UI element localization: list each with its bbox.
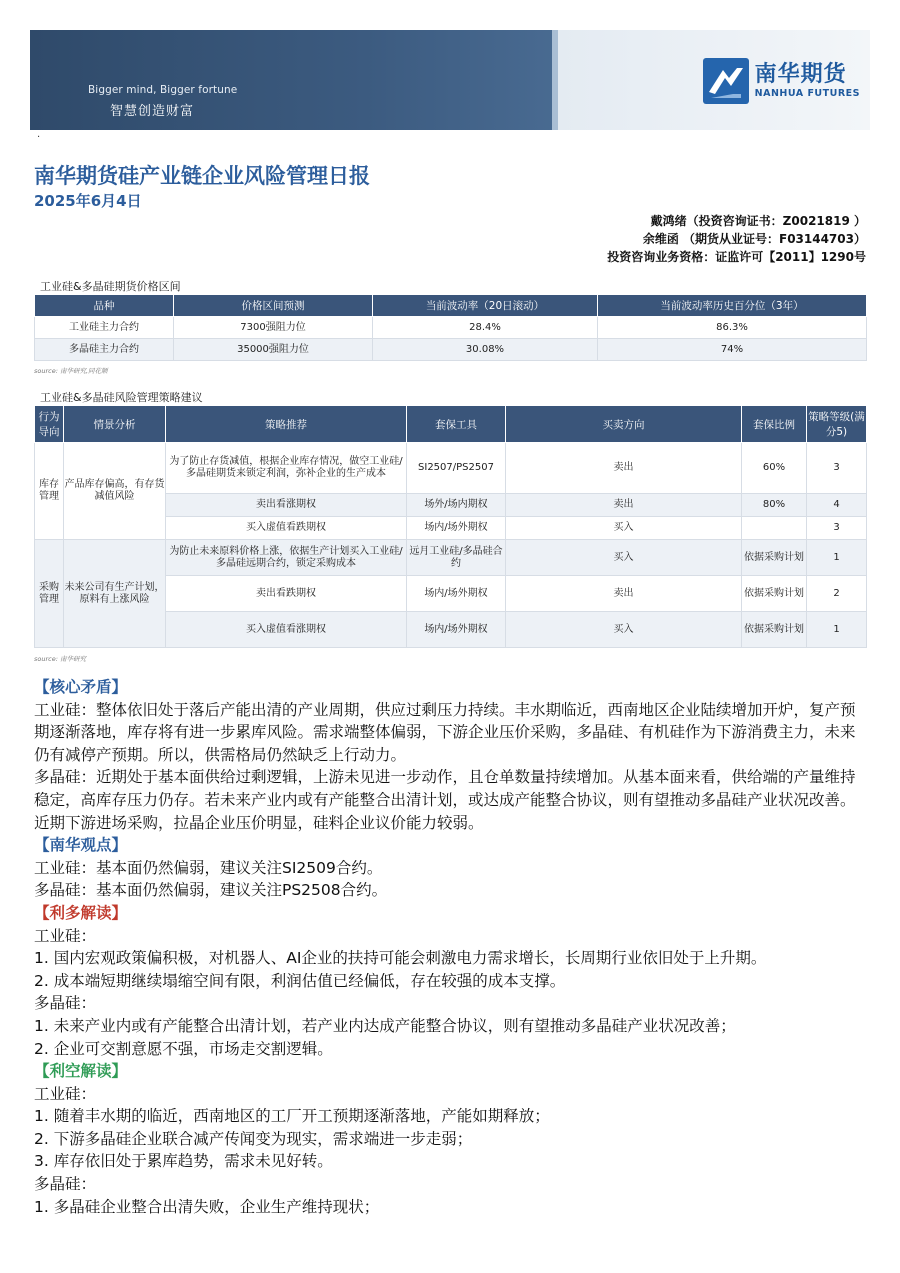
column-header: 情景分析 bbox=[64, 406, 166, 443]
level-cell: 4 bbox=[807, 494, 867, 517]
slogan-chinese: 智慧创造财富 bbox=[110, 104, 195, 119]
table-header-row bbox=[35, 406, 867, 443]
table-row bbox=[35, 339, 867, 361]
author-line: 戴鸿绪（投资咨询证书：Z0021819 ） bbox=[650, 214, 866, 228]
subheading: 多晶硅： bbox=[34, 1175, 97, 1194]
level-cell: 3 bbox=[807, 517, 867, 540]
tool-cell: 场内/场外期权 bbox=[407, 612, 506, 648]
list-item: 3. 库存依旧处于累库趋势，需求未见好转。 bbox=[34, 1152, 333, 1171]
subheading: 工业硅： bbox=[34, 1084, 97, 1103]
direction-cell: 卖出 bbox=[506, 443, 742, 494]
paragraph: 工业硅：基本面仍然偏弱，建议关注SI2509合约。 bbox=[34, 858, 383, 877]
table-cell: 30.08% bbox=[373, 339, 598, 361]
column-header: 套保比例 bbox=[742, 406, 807, 443]
table2-source: source: 南华研究 bbox=[34, 655, 86, 663]
table-cell: 7300强阻力位 bbox=[174, 317, 373, 339]
table-cell: 35000强阻力位 bbox=[174, 339, 373, 361]
report-body bbox=[34, 676, 870, 1218]
list-item: 1. 国内宏观政策偏积极，对机器人、AI企业的扶持可能会刺激电力需求增长，长周期行业依旧处于上升期。 bbox=[34, 949, 767, 968]
license-line: 投资咨询业务资格：证监许可【2011】1290号 bbox=[607, 250, 866, 264]
level-cell: 3 bbox=[807, 443, 867, 494]
list-item: 2. 企业可交割意愿不强，市场走交割逻辑。 bbox=[34, 1039, 333, 1058]
behavior-cell: 采购管理 bbox=[35, 540, 64, 648]
table1-caption: 工业硅&多晶硅期货价格区间 bbox=[40, 280, 181, 293]
column-header: 当前波动率历史百分位（3年） bbox=[598, 295, 867, 317]
tool-cell: 场外/场内期权 bbox=[407, 494, 506, 517]
logo-chinese-name: 南华期货 bbox=[754, 62, 847, 87]
ratio-cell: 60% bbox=[742, 443, 807, 494]
paragraph: 多晶硅：基本面仍然偏弱，建议关注PS2508合约。 bbox=[34, 881, 388, 900]
list-item: 2. 下游多晶硅企业联合减产传闻变为现实，需求端进一步走弱； bbox=[34, 1129, 473, 1148]
table-header-row bbox=[35, 295, 867, 317]
column-header: 策略推荐 bbox=[166, 406, 407, 443]
table-cell: 86.3% bbox=[598, 317, 867, 339]
strategy-cell: 买入虚值看跌期权 bbox=[166, 517, 407, 540]
ratio-cell: 依据采购计划 bbox=[742, 540, 807, 576]
column-header: 行为导向 bbox=[35, 406, 64, 443]
table-cell: 工业硅主力合约 bbox=[35, 317, 174, 339]
strategy-cell: 卖出看跌期权 bbox=[166, 576, 407, 612]
ratio-cell: 80% bbox=[742, 494, 807, 517]
section-heading-bullish: 【利多解读】 bbox=[34, 903, 128, 922]
author-line: 余维函 （期货从业证号：F03144703） bbox=[642, 232, 866, 246]
ratio-cell bbox=[742, 517, 807, 540]
column-header: 当前波动率（20日滚动） bbox=[373, 295, 598, 317]
level-cell: 1 bbox=[807, 612, 867, 648]
report-title: 南华期货硅产业链企业风险管理日报 bbox=[34, 164, 370, 188]
price-range-table bbox=[34, 294, 867, 361]
bullet-dot: · bbox=[37, 132, 41, 143]
logo-english-name: NANHUA FUTURES bbox=[754, 88, 860, 99]
table-row bbox=[35, 540, 867, 576]
direction-cell: 卖出 bbox=[506, 576, 742, 612]
paragraph: 工业硅：整体依旧处于落后产能出清的产业周期，供应过剩压力持续。丰水期临近，西南地区企业陆续增加开炉，复产预期逐渐落地，库存将有进一步累库风险。需求端整体偏弱，下游企业压价采购，多晶硅、有机硅作为下游消费主力，未来仍有减停产预期。所以，供需格局仍然缺乏上行动力。 bbox=[34, 700, 856, 764]
direction-cell: 卖出 bbox=[506, 494, 742, 517]
tool-cell: 场内/场外期权 bbox=[407, 576, 506, 612]
scenario-cell: 未来公司有生产计划，原料有上涨风险 bbox=[64, 540, 166, 648]
ratio-cell: 依据采购计划 bbox=[742, 612, 807, 648]
strategy-cell: 卖出看涨期权 bbox=[166, 494, 407, 517]
list-item: 1. 随着丰水期的临近，西南地区的工厂开工预期逐渐落地，产能如期释放； bbox=[34, 1107, 550, 1126]
direction-cell: 买入 bbox=[506, 517, 742, 540]
level-cell: 2 bbox=[807, 576, 867, 612]
author-block bbox=[607, 212, 866, 266]
section-heading-bearish: 【利空解读】 bbox=[34, 1062, 128, 1081]
strategy-cell: 买入虚值看涨期权 bbox=[166, 612, 407, 648]
table-cell: 28.4% bbox=[373, 317, 598, 339]
section-heading-view: 【南华观点】 bbox=[34, 836, 128, 855]
list-item: 1. 未来产业内或有产能整合出清计划，若产业内达成产能整合协议，则有望推动多晶硅产业状况改善； bbox=[34, 1016, 736, 1035]
table-row bbox=[35, 443, 867, 494]
nanhua-logo-icon bbox=[703, 58, 749, 104]
scenario-cell: 产品库存偏高，有存货减值风险 bbox=[64, 443, 166, 540]
list-item: 1. 多晶硅企业整合出清失败，企业生产维持现状； bbox=[34, 1197, 380, 1216]
report-date: 2025年6月4日 bbox=[34, 192, 142, 210]
tool-cell: SI2507/PS2507 bbox=[407, 443, 506, 494]
column-header: 品种 bbox=[35, 295, 174, 317]
paragraph: 多晶硅：近期处于基本面供给过剩逻辑，上游未见进一步动作，且仓单数量持续增加。从基本面来看，供给端的产量维持稳定，高库存压力仍存。若未来产业内或有产能整合出清计划，或达成产能整合协议，则有望推动多晶硅产业状况改善。近期下游进场采购，拉晶企业压价明显，硅料企业议价能力较弱。 bbox=[34, 768, 856, 832]
table-row bbox=[35, 317, 867, 339]
table-cell: 74% bbox=[598, 339, 867, 361]
behavior-cell: 库存管理 bbox=[35, 443, 64, 540]
company-logo bbox=[703, 58, 860, 104]
column-header: 价格区间预测 bbox=[174, 295, 373, 317]
ratio-cell: 依据采购计划 bbox=[742, 576, 807, 612]
strategy-cell: 为了防止存货减值，根据企业库存情况，做空工业硅/多晶硅期货来锁定利润，弥补企业的生产成本 bbox=[166, 443, 407, 494]
column-header: 套保工具 bbox=[407, 406, 506, 443]
subheading: 工业硅： bbox=[34, 926, 97, 945]
direction-cell: 买入 bbox=[506, 540, 742, 576]
strategy-table bbox=[34, 405, 867, 648]
slogan-english: Bigger mind, Bigger fortune bbox=[88, 84, 238, 96]
strategy-cell: 为防止未来原料价格上涨，依据生产计划买入工业硅/多晶硅远期合约，锁定采购成本 bbox=[166, 540, 407, 576]
table-cell: 多晶硅主力合约 bbox=[35, 339, 174, 361]
table1-source: source: 南华研究,同花顺 bbox=[34, 367, 108, 375]
direction-cell: 买入 bbox=[506, 612, 742, 648]
tool-cell: 场内/场外期权 bbox=[407, 517, 506, 540]
section-heading-core: 【核心矛盾】 bbox=[34, 678, 128, 696]
list-item: 2. 成本端短期继续塌缩空间有限，利润估值已经偏低，存在较强的成本支撑。 bbox=[34, 971, 566, 990]
table2-caption: 工业硅&多晶硅风险管理策略建议 bbox=[40, 391, 203, 404]
subheading: 多晶硅： bbox=[34, 994, 97, 1013]
tool-cell: 远月工业硅/多晶硅合约 bbox=[407, 540, 506, 576]
level-cell: 1 bbox=[807, 540, 867, 576]
column-header: 买卖方向 bbox=[506, 406, 742, 443]
column-header: 策略等级(满分5) bbox=[807, 406, 867, 443]
header-banner bbox=[30, 30, 870, 130]
